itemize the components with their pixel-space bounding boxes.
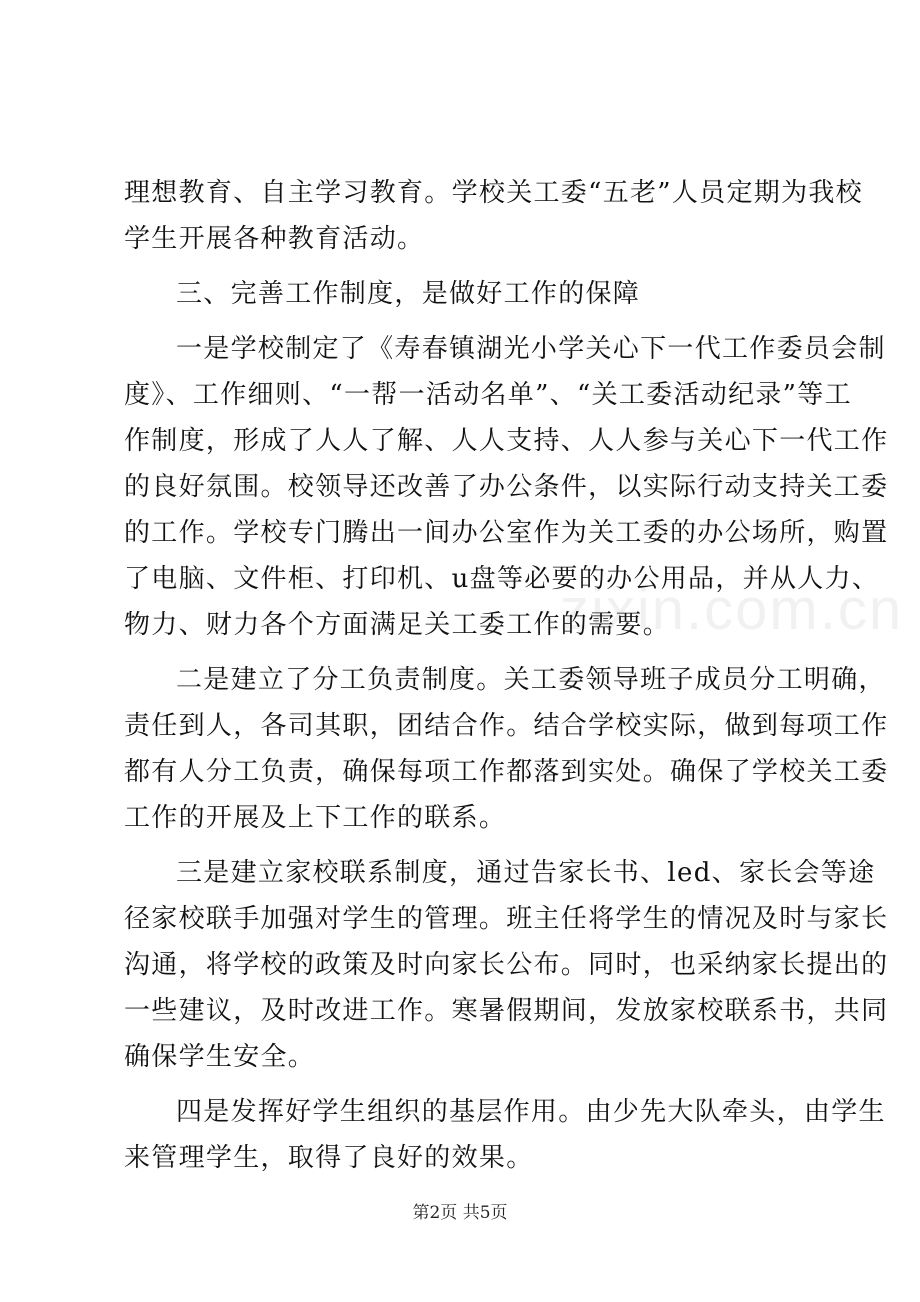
body-line: 一是学校制定了《寿春镇湖光小学关心下一代工作委员会制 bbox=[176, 334, 886, 364]
body-line: 确保学生安全。 bbox=[124, 1042, 316, 1072]
body-line: 径家校联手加强对学生的管理。班主任将学生的情况及时与家长 bbox=[124, 904, 889, 934]
section-heading: 三、完善工作制度，是做好工作的保障 bbox=[176, 279, 641, 309]
body-line: 的良好氛围。校领导还改善了办公条件，以实际行动支持关工委 bbox=[124, 472, 889, 502]
body-line: 理想教育、自主学习教育。学校关工委“五老”人员定期为我校 bbox=[124, 178, 863, 208]
body-line: 一些建议，及时改进工作。寒暑假期间，发放家校联系书，共同 bbox=[124, 996, 889, 1026]
document-body bbox=[124, 170, 889, 1181]
body-line: 来管理学生，取得了良好的效果。 bbox=[124, 1143, 534, 1173]
body-line: 工作的开展及上下工作的联系。 bbox=[124, 803, 507, 833]
body-line: 作制度，形成了人人了解、人人支持、人人参与关心下一代工作 bbox=[124, 426, 889, 456]
body-line: 二是建立了分工负责制度。关工委领导班子成员分工明确， bbox=[176, 665, 886, 695]
body-line: 四是发挥好学生组织的基层作用。由少先大队牵头，由学生 bbox=[176, 1097, 886, 1127]
body-line: 三是建立家校联系制度，通过告家长书、led、家长会等途 bbox=[176, 858, 876, 888]
page-number-footer: 第2页 共5页 bbox=[412, 1203, 508, 1223]
body-line: 了电脑、文件柜、打印机、u盘等必要的办公用品，并从人力、 bbox=[124, 564, 880, 594]
body-line: 物力、财力各个方面满足关工委工作的需要。 bbox=[124, 610, 671, 640]
watermark-text: zixin.com.cn bbox=[560, 577, 904, 642]
body-line: 沟通，将学校的政策及时向家长公布。同时，也采纳家长提出的 bbox=[124, 950, 889, 980]
body-line: 责任到人，各司其职，团结合作。结合学校实际，做到每项工作 bbox=[124, 711, 889, 741]
body-line: 的工作。学校专门腾出一间办公室作为关工委的办公场所，购置 bbox=[124, 518, 889, 548]
body-line: 度》、工作细则、“一帮一活动名单”、“关工委活动纪录”等工 bbox=[124, 380, 852, 410]
body-line: 学生开展各种教育活动。 bbox=[124, 224, 425, 254]
body-line: 都有人分工负责，确保每项工作都落到实处。确保了学校关工委 bbox=[124, 757, 889, 787]
